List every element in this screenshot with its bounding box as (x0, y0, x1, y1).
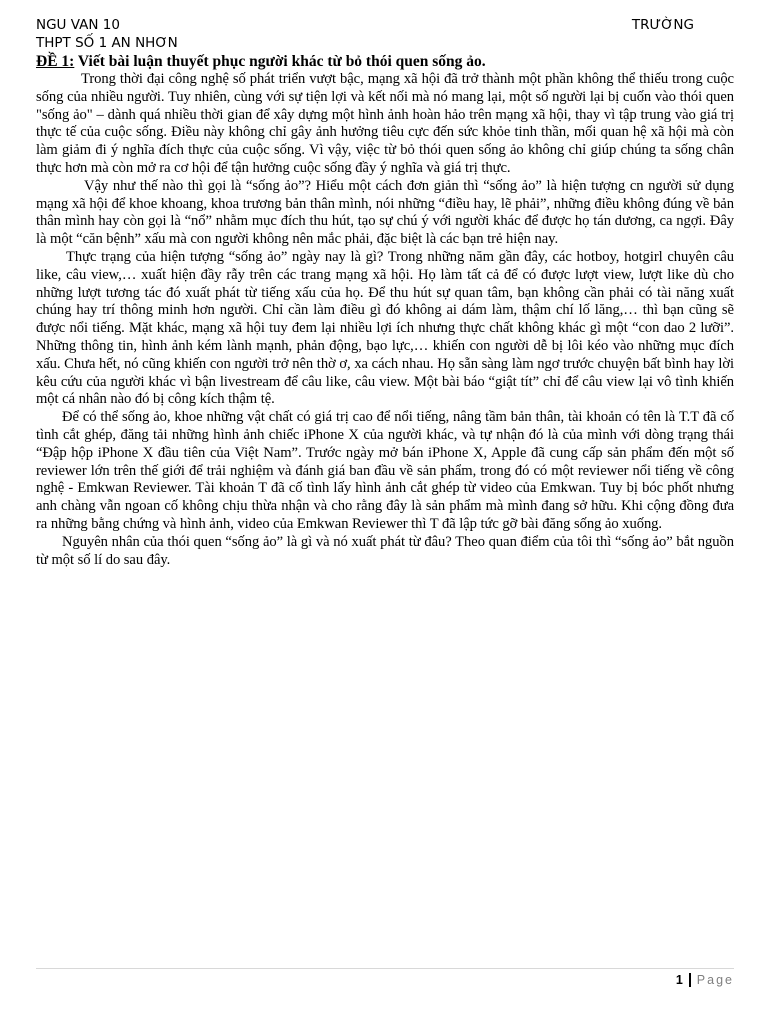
page-number: 1 (675, 973, 683, 987)
page-header (36, 16, 734, 34)
paragraph-example: Để có thể sống ảo, khoe những vật chất có giá trị cao để nổi tiếng, nâng tầm bản thân, tài khoản có tên là T.T đã cố tình cắt ghép, đăng tải những hình ảnh chiếc iPhone X của người khác, và tự nhận đó là của mình với dòng trạng thái “Đập hộp iPhone X đầu tiên của Việt Nam”. Trước ngày mở bán iPhone X, Apple đã cung cấp sản phẩm đến một số reviewer lớn trên thế giới để trải nghiệm và đánh giá ban đầu về sản phẩm, trong đó có một reviewer nổi tiếng về công nghệ - Emkwan Reviewer. Tài khoản T đã cố tình lấy hình ảnh cắt ghép từ video của Emkwan. Tuy bị bóc phốt nhưng anh chàng vẫn ngoan cố không chịu thừa nhận và cho rằng đây là sản phẩm mà mình đang sở hữu. Khi cộng đồng đưa ra những bằng chứng và hình ảnh, video của Emkwan Reviewer thì T đã lập tức gỡ bài đăng sống ảo xuống. (36, 409, 734, 532)
topic-number: ĐỀ 1: (36, 53, 75, 70)
footer-separator (689, 973, 691, 987)
page-footer (676, 972, 734, 988)
topic-title: Viết bài luận thuyết phục người khác từ bỏ thói quen sống ảo. (74, 53, 486, 70)
page-label: Page (696, 973, 734, 987)
paragraph-definition: Vậy như thế nào thì gọi là “sống ảo”? Hiểu một cách đơn giản thì “sống ảo” là hiện tượng cn người sử dụng mạng xã hội để khoe khoang, khoa trương bản thân mình, nói những “điều hay, lẽ phải”, những điều không đúng về bản thân mình hay còn gọi là “nổ” nhằm mục đích thu hút, tạo sự chú ý với người khác để được họ tán dương, ca ngợi. Đây là một “căn bệnh” xấu mà con người không nên mắc phải, đặc biệt là các bạn trẻ hiện nay. (36, 177, 734, 248)
paragraph-introduction: Trong thời đại công nghệ số phát triển vượt bậc, mạng xã hội đã trở thành một phần không thể thiếu trong cuộc sống của nhiều người. Tuy nhiên, cùng với sự tiện lợi và kết nối mà nó mang lại, một số người lại bị cuốn vào thói quen "sống ảo" – dành quá nhiều thời gian để xây dựng một hình ảnh hoàn hảo trên mạng xã hội, thay vì tập trung vào giá trị thực tế của cuộc sống. Điều này không chỉ gây ảnh hưởng tiêu cực đến sức khỏe tinh thần, mối quan hệ xã hội mà còn làm giảm đi ý nghĩa đích thực của cuộc sống. Vì vậy, việc từ bỏ thói quen sống ảo không chỉ giúp chúng ta sống chân thực hơn mà còn mở ra cơ hội để tận hưởng cuộc sống đầy ý nghĩa và giá trị thực. (36, 71, 734, 176)
document-page (36, 16, 734, 569)
paragraph-situation: Thực trạng của hiện tượng “sống ảo” ngày nay là gì? Trong những năm gần đây, các hotboy, hotgirl chuyên câu like, câu view,… xuất hiện đầy rẫy trên các trang mạng xã hội. Họ làm tất cả để có được lượt view, lượt like dù cho những lượt tương tác đó xuất phát từ tiếng xấu của họ. Để thu hút sự quan tâm, bạn không cần phải có tài năng xuất chúng hay trí thông minh hơn người. Chỉ cần làm điều gì đó không ai dám làm, thậm chí lố lăng,… thì bạn cũng sẽ được nổi tiếng. Mặt khác, mạng xã hội tuy đem lại nhiều lợi ích nhưng thực chất không khác gì một “con dao 2 lưỡi”. Những thông tin, hình ảnh kém lành mạnh, phản động, bạo lực,… khiến con người dễ bị lôi kéo vào những mục đích xấu. Chưa hết, nó cũng khiến con người trở nên thờ ơ, xa cách nhau. Họ sẵn sàng làm ngơ trước chuyện bất bình hay lời kêu cứu của người khác vì bận livestream để câu like, câu view. Một bài báo “giật tít” chỉ để câu view lại vô tình khiến một cá nhân nào đó bị công kích thậm tệ. (36, 248, 734, 408)
paragraph-causes: Nguyên nhân của thói quen “sống ảo” là gì và nó xuất phát từ đâu? Theo quan điểm của tôi thì “sống ảo” bắt nguồn từ một số lí do sau đây. (36, 533, 734, 568)
topic-heading (36, 52, 734, 71)
header-school-word: TRƯỜNG (631, 17, 694, 33)
header-school-name: THPT SỐ 1 AN NHƠN (36, 35, 178, 51)
footer-divider (36, 968, 734, 969)
header-subject: NGU VAN 10 (36, 17, 120, 33)
